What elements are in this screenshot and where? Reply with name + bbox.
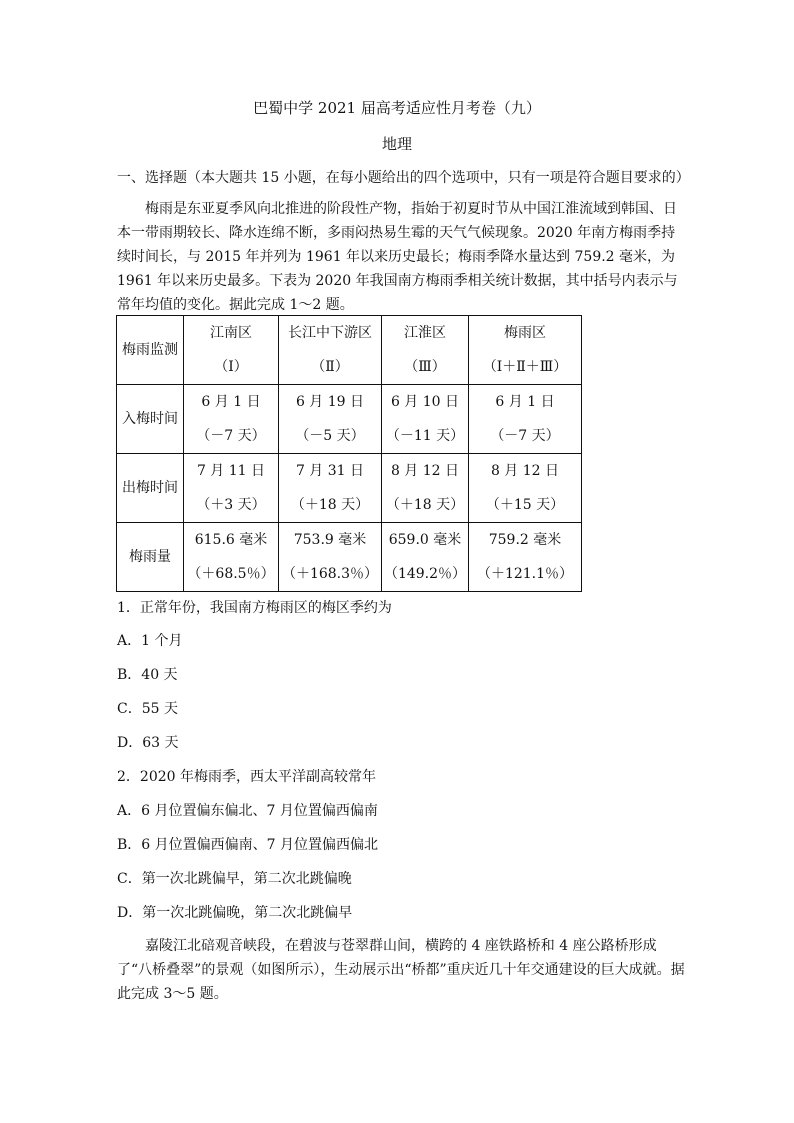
table-cell xyxy=(184,454,279,523)
cell-change: （－5 天） xyxy=(295,428,365,444)
cell-change: （＋121.1％） xyxy=(476,566,574,582)
table-cell xyxy=(382,385,469,454)
section-heading: 一、选择题（本大题共 15 小题，在每小题给出的四个选项中，只有一项是符合题目要求的） xyxy=(117,170,690,186)
table-cell xyxy=(382,454,469,523)
cell-value: 8 月 12 日 xyxy=(490,463,560,479)
cell-change: （－11 天） xyxy=(385,428,465,444)
answer-option[interactable]: C．第一次北跳偏早，第二次北跳偏晚 xyxy=(117,871,352,887)
table-row xyxy=(117,454,582,523)
column-name: 江淮区 xyxy=(404,325,446,341)
table-cell xyxy=(184,523,279,592)
cell-value: 6 月 1 日 xyxy=(495,394,555,410)
column-header-cell xyxy=(469,316,582,385)
cell-value: 6 月 1 日 xyxy=(201,394,261,410)
answer-option[interactable]: D．第一次北跳偏晚，第二次北跳偏早 xyxy=(117,905,353,921)
table-cell xyxy=(382,523,469,592)
question-stem: 1．正常年份，我国南方梅雨区的梅区季约为 xyxy=(117,600,392,616)
cell-value: 7 月 11 日 xyxy=(196,463,266,479)
cell-change: （－7 天） xyxy=(490,428,560,444)
row-header-cell xyxy=(117,316,184,385)
row-label: 出梅时间 xyxy=(117,454,184,523)
table-cell xyxy=(469,385,582,454)
header-label: 梅雨监测 xyxy=(122,342,178,358)
column-header-cell xyxy=(382,316,469,385)
row-label: 梅雨量 xyxy=(117,523,184,592)
column-header-cell xyxy=(279,316,382,385)
column-code: （Ⅰ） xyxy=(214,359,248,375)
passage-bridges: 嘉陵江北碚观音峡段，在碧波与苍翠群山间，横跨的 4 座铁路桥和 4 座公路桥形成了“八桥叠翠”的景观（如图所示），生动展示出“桥都”重庆近几十年交通建设的巨大成就。据此完成 3～5 题。 xyxy=(117,938,685,1002)
answer-option[interactable]: B．6 月位置偏西偏南、7 月位置偏西偏北 xyxy=(117,837,379,853)
table-cell xyxy=(184,385,279,454)
cell-change: （－7 天） xyxy=(196,428,266,444)
cell-change: （＋15 天） xyxy=(485,497,565,513)
table-header-row xyxy=(117,316,582,385)
table-cell xyxy=(279,454,382,523)
cell-change: （＋3 天） xyxy=(196,497,266,513)
cell-value: 615.6 毫米 xyxy=(194,532,268,548)
answer-option[interactable]: A．1 个月 xyxy=(117,633,183,649)
column-code: （Ⅱ） xyxy=(311,359,349,375)
column-name: 江南区 xyxy=(210,325,252,341)
subject-title: 地理 xyxy=(381,135,412,153)
cell-change: （149.2％） xyxy=(383,566,467,582)
answer-option[interactable]: A．6 月位置偏东偏北、7 月位置偏西偏南 xyxy=(117,803,378,819)
cell-change: （＋168.3％） xyxy=(281,566,379,582)
cell-change: （＋68.5％） xyxy=(187,566,275,582)
cell-value: 7 月 31 日 xyxy=(295,463,365,479)
cell-value: 6 月 19 日 xyxy=(295,394,365,410)
table-cell xyxy=(469,523,582,592)
meiyu-stats-table xyxy=(116,315,582,592)
cell-change: （＋18 天） xyxy=(290,497,370,513)
column-header-cell xyxy=(184,316,279,385)
table-row xyxy=(117,523,582,592)
answer-option[interactable]: C．55 天 xyxy=(117,701,178,717)
answer-option[interactable]: D．63 天 xyxy=(117,735,179,751)
question-stem: 2．2020 年梅雨季，西太平洋副高较常年 xyxy=(117,769,376,785)
table-cell xyxy=(279,385,382,454)
column-name: 长江中下游区 xyxy=(288,325,372,341)
exam-title: 巴蜀中学 2021 届高考适应性月考卷（九） xyxy=(253,99,541,117)
column-name: 梅雨区 xyxy=(504,325,546,341)
cell-value: 753.9 毫米 xyxy=(293,532,367,548)
cell-change: （＋18 天） xyxy=(385,497,465,513)
table-row xyxy=(117,385,582,454)
cell-value: 6 月 10 日 xyxy=(390,394,460,410)
column-code: （Ⅲ） xyxy=(404,359,446,375)
passage-meiyu: 梅雨是东亚夏季风向北推进的阶段性产物，指始于初夏时节从中国江淮流域到韩国、日本一带雨期较长、降水连绵不断，多雨闷热易生霉的天气气候现象。2020 年南方梅雨季持续时间长，与 2015 年并列为 1961 年以来历史最长；梅雨季降水量达到 759.2 毫米，为 1961 年以来历史最多。下表为 2020 年我国南方梅雨季相关统计数据，其中括号内表示与常年均值的变化。据此完成 1～2 题。 xyxy=(117,201,678,313)
answer-option[interactable]: B．40 天 xyxy=(117,667,178,683)
table-cell xyxy=(279,523,382,592)
cell-value: 8 月 12 日 xyxy=(390,463,460,479)
table-cell xyxy=(469,454,582,523)
column-code: （Ⅰ＋Ⅱ＋Ⅲ） xyxy=(482,359,568,375)
row-label: 入梅时间 xyxy=(117,385,184,454)
cell-value: 659.0 毫米 xyxy=(388,532,462,548)
cell-value: 759.2 毫米 xyxy=(488,532,562,548)
